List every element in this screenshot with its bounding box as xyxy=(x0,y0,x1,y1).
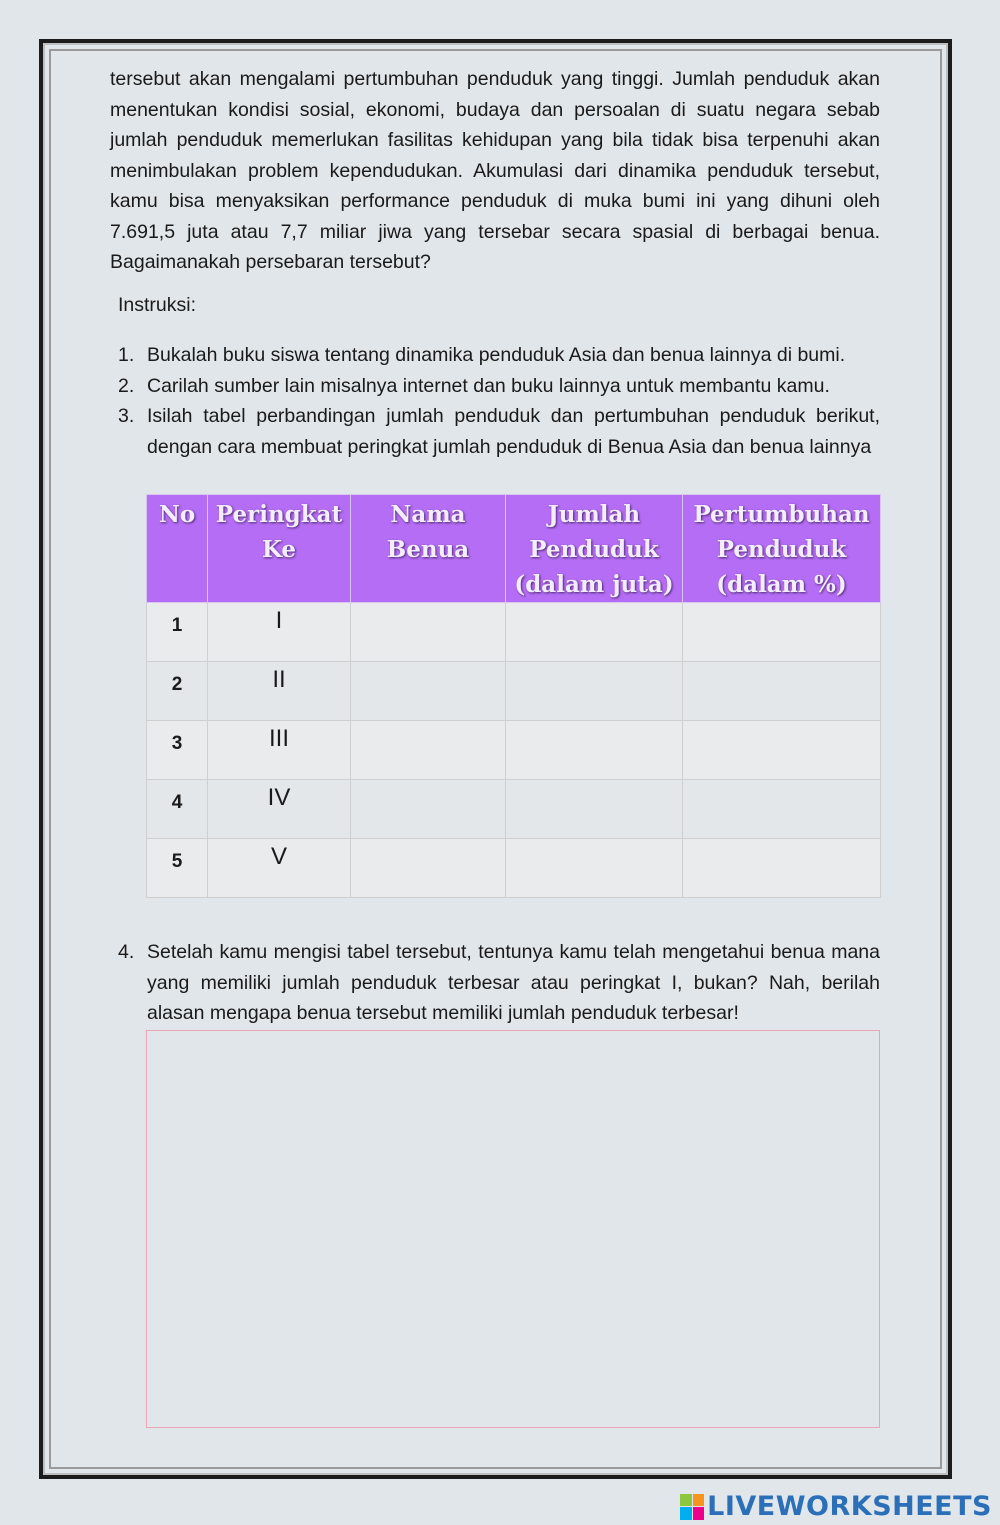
population-cell[interactable] xyxy=(506,780,683,839)
instruction-item xyxy=(118,340,880,371)
population-cell[interactable] xyxy=(506,603,683,662)
population-ranking-table xyxy=(146,494,881,898)
row-rank: V xyxy=(208,839,351,898)
answer-textbox[interactable] xyxy=(146,1030,880,1428)
table-row xyxy=(147,603,881,662)
instruction-text: Carilah sumber lain misalnya internet dan buku lainnya untuk membantu kamu. xyxy=(147,374,830,397)
row-number: 5 xyxy=(147,839,208,898)
growth-cell[interactable] xyxy=(683,721,881,780)
instruction-number: 1. xyxy=(118,344,135,366)
row-number: 3 xyxy=(147,721,208,780)
row-rank: I xyxy=(208,603,351,662)
growth-cell[interactable] xyxy=(683,780,881,839)
instruction-item xyxy=(118,937,880,1029)
instruction-text: Isilah tabel perbandingan jumlah penduduk dan pertumbuhan penduduk berikut, dengan cara membuat peringkat jumlah penduduk di Benua Asia dan benua lainnya xyxy=(147,405,880,458)
continent-name-cell[interactable] xyxy=(351,780,506,839)
intro-paragraph: tersebut akan mengalami pertumbuhan penduduk yang tinggi. Jumlah penduduk akan menentukan kondisi sosial, ekonomi, budaya dan persoalan di suatu negara sebab jumlah penduduk memerlukan fasilitas kehidupan yang bila tidak bisa terpenuhi akan menimbulakan problem kependudukan. Akumulasi dari dinamika penduduk tersebut, kamu bisa menyaksikan performance penduduk di muka bumi ini yang dihuni oleh 7.691,5 juta atau 7,7 miliar jiwa yang tersebar secara spasial di berbagai benua. Bagaimanakah persebaran tersebut? xyxy=(110,68,880,273)
row-rank: IV xyxy=(208,780,351,839)
table-row xyxy=(147,839,881,898)
population-cell[interactable] xyxy=(506,662,683,721)
continent-name-cell[interactable] xyxy=(351,721,506,780)
header-no: No xyxy=(147,495,208,603)
instruction-item xyxy=(118,371,880,402)
row-number: 1 xyxy=(147,603,208,662)
instruction-item xyxy=(118,401,880,462)
instruction-text: Setelah kamu mengisi tabel tersebut, tentunya kamu telah mengetahui benua mana yang memiliki jumlah penduduk terbesar atau peringkat I, bukan? Nah, berilah alasan mengapa benua tersebut memiliki jumlah penduduk terbesar! xyxy=(147,941,880,1024)
row-number: 2 xyxy=(147,662,208,721)
row-rank: III xyxy=(208,721,351,780)
instruction-list xyxy=(118,340,880,462)
population-cell[interactable] xyxy=(506,839,683,898)
table-header-row xyxy=(147,495,881,603)
instruction-list-continued xyxy=(118,937,880,1029)
header-continent: Nama Benua xyxy=(351,495,506,603)
growth-cell[interactable] xyxy=(683,662,881,721)
instruction-text: Bukalah buku siswa tentang dinamika penduduk Asia dan benua lainnya di bumi. xyxy=(147,344,846,366)
header-rank: Peringkat Ke xyxy=(208,495,351,603)
growth-cell[interactable] xyxy=(683,603,881,662)
instruction-number: 3. xyxy=(118,405,135,427)
table-row xyxy=(147,780,881,839)
instruction-number: 2. xyxy=(118,374,135,397)
liveworksheets-brand xyxy=(680,1491,992,1522)
growth-cell[interactable] xyxy=(683,839,881,898)
table-row xyxy=(147,662,881,721)
instructions-label: Instruksi: xyxy=(118,294,197,316)
liveworksheets-logo-icon xyxy=(680,1494,704,1520)
table-row xyxy=(147,721,881,780)
brand-text: LIVEWORKSHEETS xyxy=(707,1491,992,1522)
instruction-number: 4. xyxy=(118,941,135,963)
header-population: Jumlah Penduduk (dalam juta) xyxy=(506,495,683,603)
continent-name-cell[interactable] xyxy=(351,839,506,898)
continent-name-cell[interactable] xyxy=(351,662,506,721)
row-rank: II xyxy=(208,662,351,721)
continent-name-cell[interactable] xyxy=(351,603,506,662)
row-number: 4 xyxy=(147,780,208,839)
header-growth: Pertumbuhan Penduduk (dalam %) xyxy=(683,495,881,603)
population-cell[interactable] xyxy=(506,721,683,780)
